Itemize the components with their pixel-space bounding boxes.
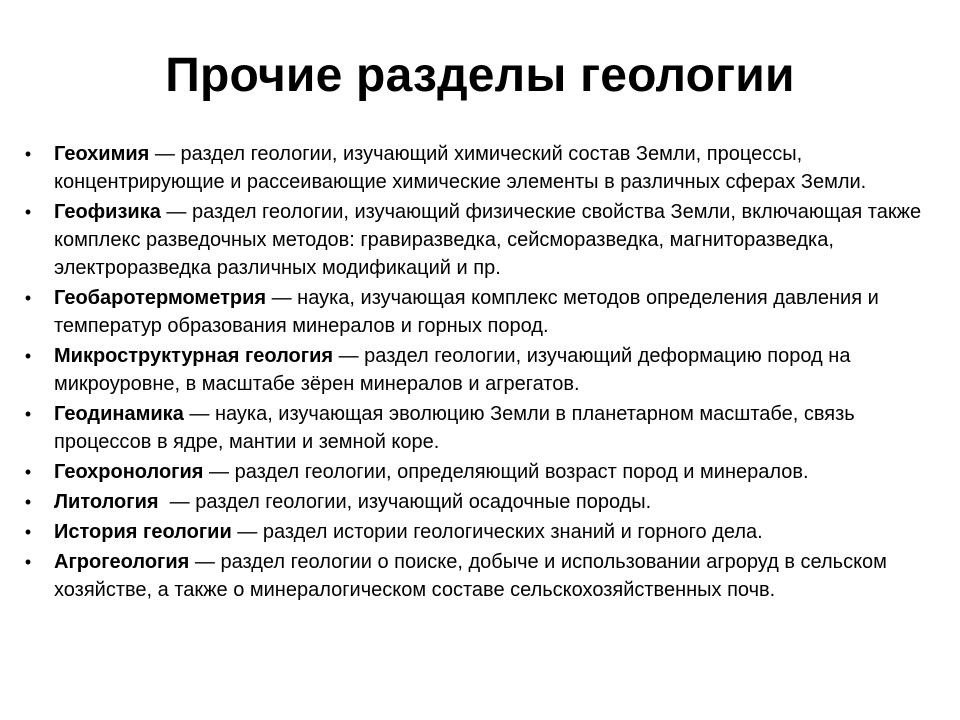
term-label: Геохронология — [54, 461, 204, 483]
term-definition: — раздел геологии, определяющий возраст пород и минералов. — [203, 461, 809, 483]
term-definition: — раздел геологии, изучающий химический состав Земли, процессы, концентрирующие и рассеивающие химические элементы в различных сферах Земли. — [54, 143, 867, 193]
list-item-microstructural-geology — [18, 342, 938, 398]
list-item-history-of-geology — [18, 518, 938, 546]
bullet-icon: • — [24, 552, 32, 572]
term-label: Геобаротермометрия — [54, 287, 267, 309]
term-label: Агрогеология — [54, 551, 190, 573]
bullet-icon: • — [24, 346, 32, 366]
term-definition: — наука, изучающая комплекс методов определения давления и температур образования минералов и горных пород. — [54, 287, 879, 337]
slide-title: Прочие разделы геологии — [165, 49, 795, 102]
bullet-icon: • — [24, 492, 32, 512]
list-item-geobarothermometry — [18, 284, 938, 340]
term-label: Геохимия — [54, 143, 150, 165]
list-item-geochemistry — [18, 140, 938, 196]
bullet-icon: • — [24, 144, 32, 164]
term-label: История геологии — [54, 521, 232, 543]
list-item-agrogeology — [18, 548, 938, 604]
bullet-icon: • — [24, 522, 32, 542]
bullet-list — [18, 140, 938, 606]
bullet-icon: • — [24, 288, 32, 308]
term-definition: — раздел геологии, изучающий осадочные породы. — [158, 491, 652, 513]
term-definition: — раздел геологии, изучающий деформацию пород на микроуровне, в масштабе зёрен минералов и агрегатов. — [54, 345, 851, 395]
term-definition: — наука, изучающая эволюцию Земли в планетарном масштабе, связь процессов в ядре, мантии и земной коре. — [54, 403, 855, 453]
term-label: Геофизика — [54, 201, 161, 223]
term-definition: — раздел геологии о поиске, добыче и использовании агроруд в сельском хозяйстве, а также о минералогическом составе сельскохозяйственных почв. — [54, 551, 887, 601]
bullet-icon: • — [24, 202, 32, 222]
list-item-geochronology — [18, 458, 938, 486]
term-label: Геодинамика — [54, 403, 184, 425]
bullet-icon: • — [24, 462, 32, 482]
bullet-icon: • — [24, 404, 32, 424]
term-definition: — раздел истории геологических знаний и горного дела. — [231, 521, 763, 543]
list-item-geodynamics — [18, 400, 938, 456]
term-label: Литология — [54, 491, 159, 513]
term-label: Микроструктурная геология — [54, 345, 334, 367]
term-definition: — раздел геологии, изучающий физические свойства Земли, включающая также комплекс разведочных методов: гравиразведка, сейсморазведка, магниторазведка, электроразведка различных модификаций и пр. — [54, 201, 922, 279]
list-item-lithology — [18, 488, 938, 516]
list-item-geophysics — [18, 198, 938, 282]
